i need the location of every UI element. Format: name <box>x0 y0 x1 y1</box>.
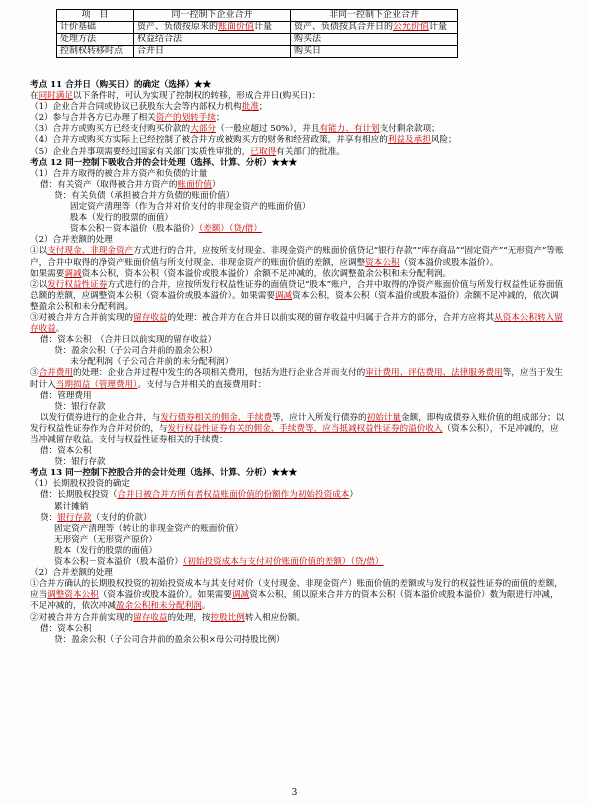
paragraph <box>30 479 567 490</box>
paragraph <box>30 513 567 524</box>
text-segment: 有关部门的批准。 <box>276 146 345 157</box>
text-segment: 借：有关资产（取得被合并方资产的 <box>40 179 178 190</box>
table-cell-same: 合并日 <box>134 46 291 58</box>
highlighted-text: 资本公积 <box>365 257 400 268</box>
paragraph <box>30 524 567 535</box>
text-segment: （资本公积），不足冲减的，应当冲减留存收益。支付与权益性证券相关的手续费： <box>30 423 559 445</box>
paragraph <box>30 457 567 468</box>
text-segment: 等，应当于发生时计入 <box>30 368 563 390</box>
text-segment: 贷：有关负债（承担被合并方负债的账面价值） <box>54 190 235 201</box>
text-segment: 转入相应份额。 <box>244 612 306 623</box>
paragraph <box>30 546 567 557</box>
table-cell-diff <box>291 22 458 34</box>
text-segment: 借：资本公积 <box>40 623 92 634</box>
text-segment: ②对被合并方合并前实现的 <box>30 612 134 623</box>
text-segment: 的处理：被合并方在合并日以前实现的留存收益中归属于合并方的部分，合并方应将其 <box>167 312 495 323</box>
paragraph <box>30 568 567 579</box>
cell-text-highlight: 账面价值 <box>218 22 255 32</box>
paragraph <box>30 135 567 146</box>
paragraph <box>30 535 567 546</box>
paragraph <box>30 269 567 280</box>
page-number: 3 <box>291 788 298 798</box>
text-segment: ②以 <box>30 279 48 290</box>
text-segment: （资本溢价或股本溢价）。 <box>399 257 499 268</box>
paragraph <box>30 446 567 457</box>
table-row <box>57 46 458 58</box>
text-segment: （5）企业合并事项需要经过国家有关部门实质性审批的， <box>30 146 251 157</box>
text-segment: 考点 11 合并日（购买日）的确定（选择）★★ <box>30 80 212 90</box>
comparison-table <box>56 9 458 58</box>
text-segment: 风险； <box>430 135 457 146</box>
paragraph <box>30 280 567 313</box>
text-segment: ③对被合并方合并前实现的 <box>30 312 134 323</box>
highlighted-text: 留存收益 <box>133 612 168 623</box>
paragraph <box>30 635 567 646</box>
text-segment: 资本公积－资本溢价（股本溢价） <box>70 224 199 235</box>
highlighted-text: 同时满足 <box>38 91 73 102</box>
text-segment: 资本公积，须以原来合并方的资本公积（资本溢价或股本溢价）数为限进行冲减，不足冲减的，依次冲减 <box>30 590 559 612</box>
text-segment: 金额，即构成债券入账价值的组成部分；以发行权益性证券作为合并对价的，与 <box>30 412 565 434</box>
highlighted-text: 已取得 <box>250 146 277 157</box>
paragraph <box>30 502 567 513</box>
text-segment: （资本溢价或股本溢价）。如果需要 <box>98 590 232 601</box>
highlighted-text: （差额）（贷/借） <box>198 224 262 235</box>
text-segment: 股本（发行的股票的面值） <box>54 545 158 556</box>
paragraph <box>30 368 567 390</box>
paragraph <box>30 235 567 246</box>
paragraph <box>30 557 567 568</box>
highlighted-text: 控股比例 <box>210 612 245 623</box>
paragraph <box>30 313 567 335</box>
table-cell-item: 控制权转移时点 <box>57 46 134 58</box>
text-segment: （3）合并方或购买方已经支付购买价款的 <box>30 124 191 135</box>
text-segment: 贷：银行存款 <box>54 401 106 412</box>
paragraph <box>30 180 567 191</box>
text-segment: 支付剩余款项； <box>379 124 440 135</box>
text-segment: ） <box>349 490 359 501</box>
text-segment: 考点 13 同一控制下控股合并的会计处理（选择、计算、分析）★★★ <box>30 468 298 479</box>
table-cell-same <box>134 22 291 34</box>
text-segment: 无形资产（无形资产原价） <box>54 534 158 545</box>
text-segment: 。 <box>55 324 65 335</box>
table-row <box>57 34 458 46</box>
paragraph <box>30 579 567 612</box>
highlighted-text: 发行债券相关的佣金、手续费 <box>160 412 273 423</box>
text-segment: 如果需要 <box>30 268 65 279</box>
text-segment: 。支付与合并相关的直接费用时： <box>137 379 267 390</box>
text-segment: 资本公积，资本公积（资本溢价或股本溢价）余额不足冲减的，依次调整盈余公积和未分配利润。 <box>30 290 559 312</box>
highlighted-text: 当期损益（管理费用） <box>55 379 138 390</box>
text-segment: （2）参与合并各方已办理了相关 <box>30 113 156 124</box>
paragraph <box>30 191 567 202</box>
text-segment: 贷： <box>40 512 58 523</box>
text-segment: ①以 <box>30 246 48 257</box>
section-heading <box>30 80 567 91</box>
highlighted-text: 盈余公积和未分配利润 <box>115 601 202 612</box>
text-segment: 以下条件时，可认为实现了控制权的转移，形成合并日(购买日)： <box>73 91 321 102</box>
highlighted-text: 资产的划转手续 <box>155 113 216 124</box>
highlighted-text: 合并费用 <box>38 368 73 379</box>
paragraph <box>30 490 567 501</box>
text-segment: 固定资产清理等（作为合并对价支付的非现金资产的账面价值） <box>70 202 311 213</box>
table-header-cell: 项 目 <box>57 10 134 22</box>
paragraph <box>30 624 567 635</box>
highlighted-text: 调整资本公积 <box>47 590 99 601</box>
highlighted-text: 审计费用、评估费用、法律服务费用 <box>365 368 503 379</box>
paragraph <box>30 346 567 357</box>
cell-text: 资产、负债按其合并日的 <box>294 22 394 32</box>
table-cell-same: 权益结合法 <box>134 34 291 46</box>
text-segment: 借：管理费用 <box>40 390 92 401</box>
highlighted-text: 批准 <box>241 102 259 113</box>
text-segment: 的处理，按 <box>167 612 211 623</box>
highlighted-text: 账面价值 <box>177 179 212 190</box>
text-segment: ； <box>258 102 268 113</box>
highlighted-text: 调减 <box>231 590 250 601</box>
highlighted-text: 从资本公积转入留存收益 <box>30 312 563 335</box>
text-segment: （1）长期股权投资的确定 <box>30 479 130 490</box>
table-cell-diff: 购买法 <box>291 34 458 46</box>
paragraph <box>30 213 567 224</box>
paragraph <box>30 202 567 213</box>
paragraph <box>30 91 567 102</box>
paragraph <box>30 357 567 368</box>
text-segment: （1）企业合并合同或协议已获股东大会等内部权力机构 <box>30 102 242 113</box>
table-row <box>57 22 458 34</box>
text-segment: 借：资本公积 <box>40 446 92 457</box>
text-segment: 以发行债券进行的企业合并，与 <box>40 412 161 423</box>
highlighted-text: 发行权益性证券 <box>47 279 108 290</box>
table-cell-item: 计价基础 <box>57 22 134 34</box>
text-segment: （4）合并方或购买方实际上已经控制了被合并方或被购买方的财务和经营政策，并享有相应的 <box>30 135 388 146</box>
text-segment: （2）合并差额的处理 <box>30 568 113 579</box>
highlighted-text: 调减 <box>274 290 293 301</box>
text-segment: 未分配利润（子公司合并前的未分配利润） <box>70 357 234 368</box>
highlighted-text: 合并日被合并方所有者权益账面价值的份额作为初始投资成本 <box>117 490 350 501</box>
table-cell-diff: 购买日 <box>291 46 458 58</box>
paragraph <box>30 113 567 124</box>
highlighted-text: 有能力、有计划 <box>319 124 380 135</box>
text-segment: 方式进行的合并，应按所支付现金、非现金资产的账面价值贷记“银行存款”“库存商品”“固定资产”“无形资产”等账户，合并中取得的净资产账面价值与所支付现金、非现金资产的账面价值的差额，应调整 <box>30 246 564 268</box>
text-segment: 在 <box>30 91 39 102</box>
text-segment: 。 <box>201 601 211 612</box>
text-segment: 考点 12 同一控制下吸收合并的会计处理（选择、计算、分析）★★★ <box>30 157 298 168</box>
text-segment: 的处理：企业合并过程中发生的各项相关费用，包括为进行企业合并而支付的 <box>73 368 366 379</box>
text-segment: ①合并方确认的长期股权投资的初始投资成本与其支付对价（支付现金、非现金资产）账面价值的差额或与发行的权益性证券的面值的差额，应当 <box>30 579 563 601</box>
highlighted-text: （初始投资成本与支付对价账面价值的差额）（贷/借） <box>182 557 384 568</box>
text-segment: 贷：盈余公积（子公司合并前的盈余公积×母公司持股比例） <box>54 634 285 645</box>
table-header-row <box>57 10 458 22</box>
text-segment: 资本公积－资本溢价（股本溢价） <box>54 557 183 568</box>
cell-text-highlight: 公允价值 <box>393 22 430 32</box>
text-segment: ） <box>211 179 221 190</box>
table-header-cell: 非同一控制下企业合并 <box>291 10 458 22</box>
text-segment: 贷：银行存款 <box>54 457 106 468</box>
cell-text: 计量 <box>429 22 448 32</box>
text-segment: 借：长期股权投资（ <box>40 490 118 501</box>
document-body <box>30 80 567 646</box>
paragraph <box>30 402 567 413</box>
paragraph <box>30 224 567 235</box>
text-segment: 借：资本公积 （合并日以前实现的留存收益） <box>40 335 217 346</box>
text-segment: （1）合并方取得的被合并方资产和负债的计量 <box>30 168 208 179</box>
text-segment: ③ <box>30 368 39 379</box>
table-cell-item: 处理方法 <box>57 34 134 46</box>
text-segment: 股本（发行的股票的面值） <box>70 213 174 224</box>
paragraph <box>30 102 567 113</box>
paragraph <box>30 246 567 268</box>
paragraph <box>30 147 567 158</box>
highlighted-text: 初始计量 <box>366 412 401 423</box>
text-segment: 固定资产清理等（转让的非现金资产的账面价值） <box>54 523 244 534</box>
highlighted-text: 利益及承担 <box>387 135 431 146</box>
text-segment: （2）合并差额的处理 <box>30 235 113 246</box>
cell-text: 资产、负债按原来的 <box>137 22 219 32</box>
paragraph <box>30 391 567 402</box>
text-segment: 资本公积，资本公积（资本溢价或股本溢价）余额不足冲减的，依次调整盈余公积和未分配利润。 <box>81 268 452 279</box>
paragraph <box>30 613 567 624</box>
text-segment: 累计摊销 <box>54 501 89 512</box>
paragraph <box>30 413 567 446</box>
table-header-cell: 同一控制下企业合并 <box>134 10 291 22</box>
section-heading <box>30 158 567 169</box>
text-segment: 方式进行的合并，应按所发行权益性证券的面值贷记“股本”账户，合并中取得的净资产账面价值与所发行权益性证券面值总额的差额，应调整资本公积（资本溢价或股本溢价）。如果需要 <box>30 279 564 301</box>
highlighted-text: 发行权益性证券有关的佣金、手续费等，应当抵减权益性证券的溢价收入 <box>167 423 443 434</box>
paragraph <box>30 124 567 135</box>
highlighted-text: 银行存款 <box>57 512 92 523</box>
highlighted-text: 留存收益 <box>133 312 168 323</box>
text-segment: 贷：盈余公积（子公司合并前的盈余公积） <box>54 346 218 357</box>
highlighted-text: 支付现金、非现金资产 <box>47 246 134 257</box>
text-segment: （一般应超过 50%），并且 <box>215 124 320 135</box>
section-heading <box>30 468 567 479</box>
text-segment: 等，应计入所发行债券的 <box>272 412 367 423</box>
text-segment: （支付的价款） <box>91 512 152 523</box>
text-segment: ； <box>215 113 225 124</box>
highlighted-text: 大部分 <box>190 124 216 135</box>
paragraph <box>30 169 567 180</box>
cell-text: 计量 <box>254 22 273 32</box>
paragraph <box>30 335 567 346</box>
highlighted-text: 调减 <box>64 268 82 279</box>
